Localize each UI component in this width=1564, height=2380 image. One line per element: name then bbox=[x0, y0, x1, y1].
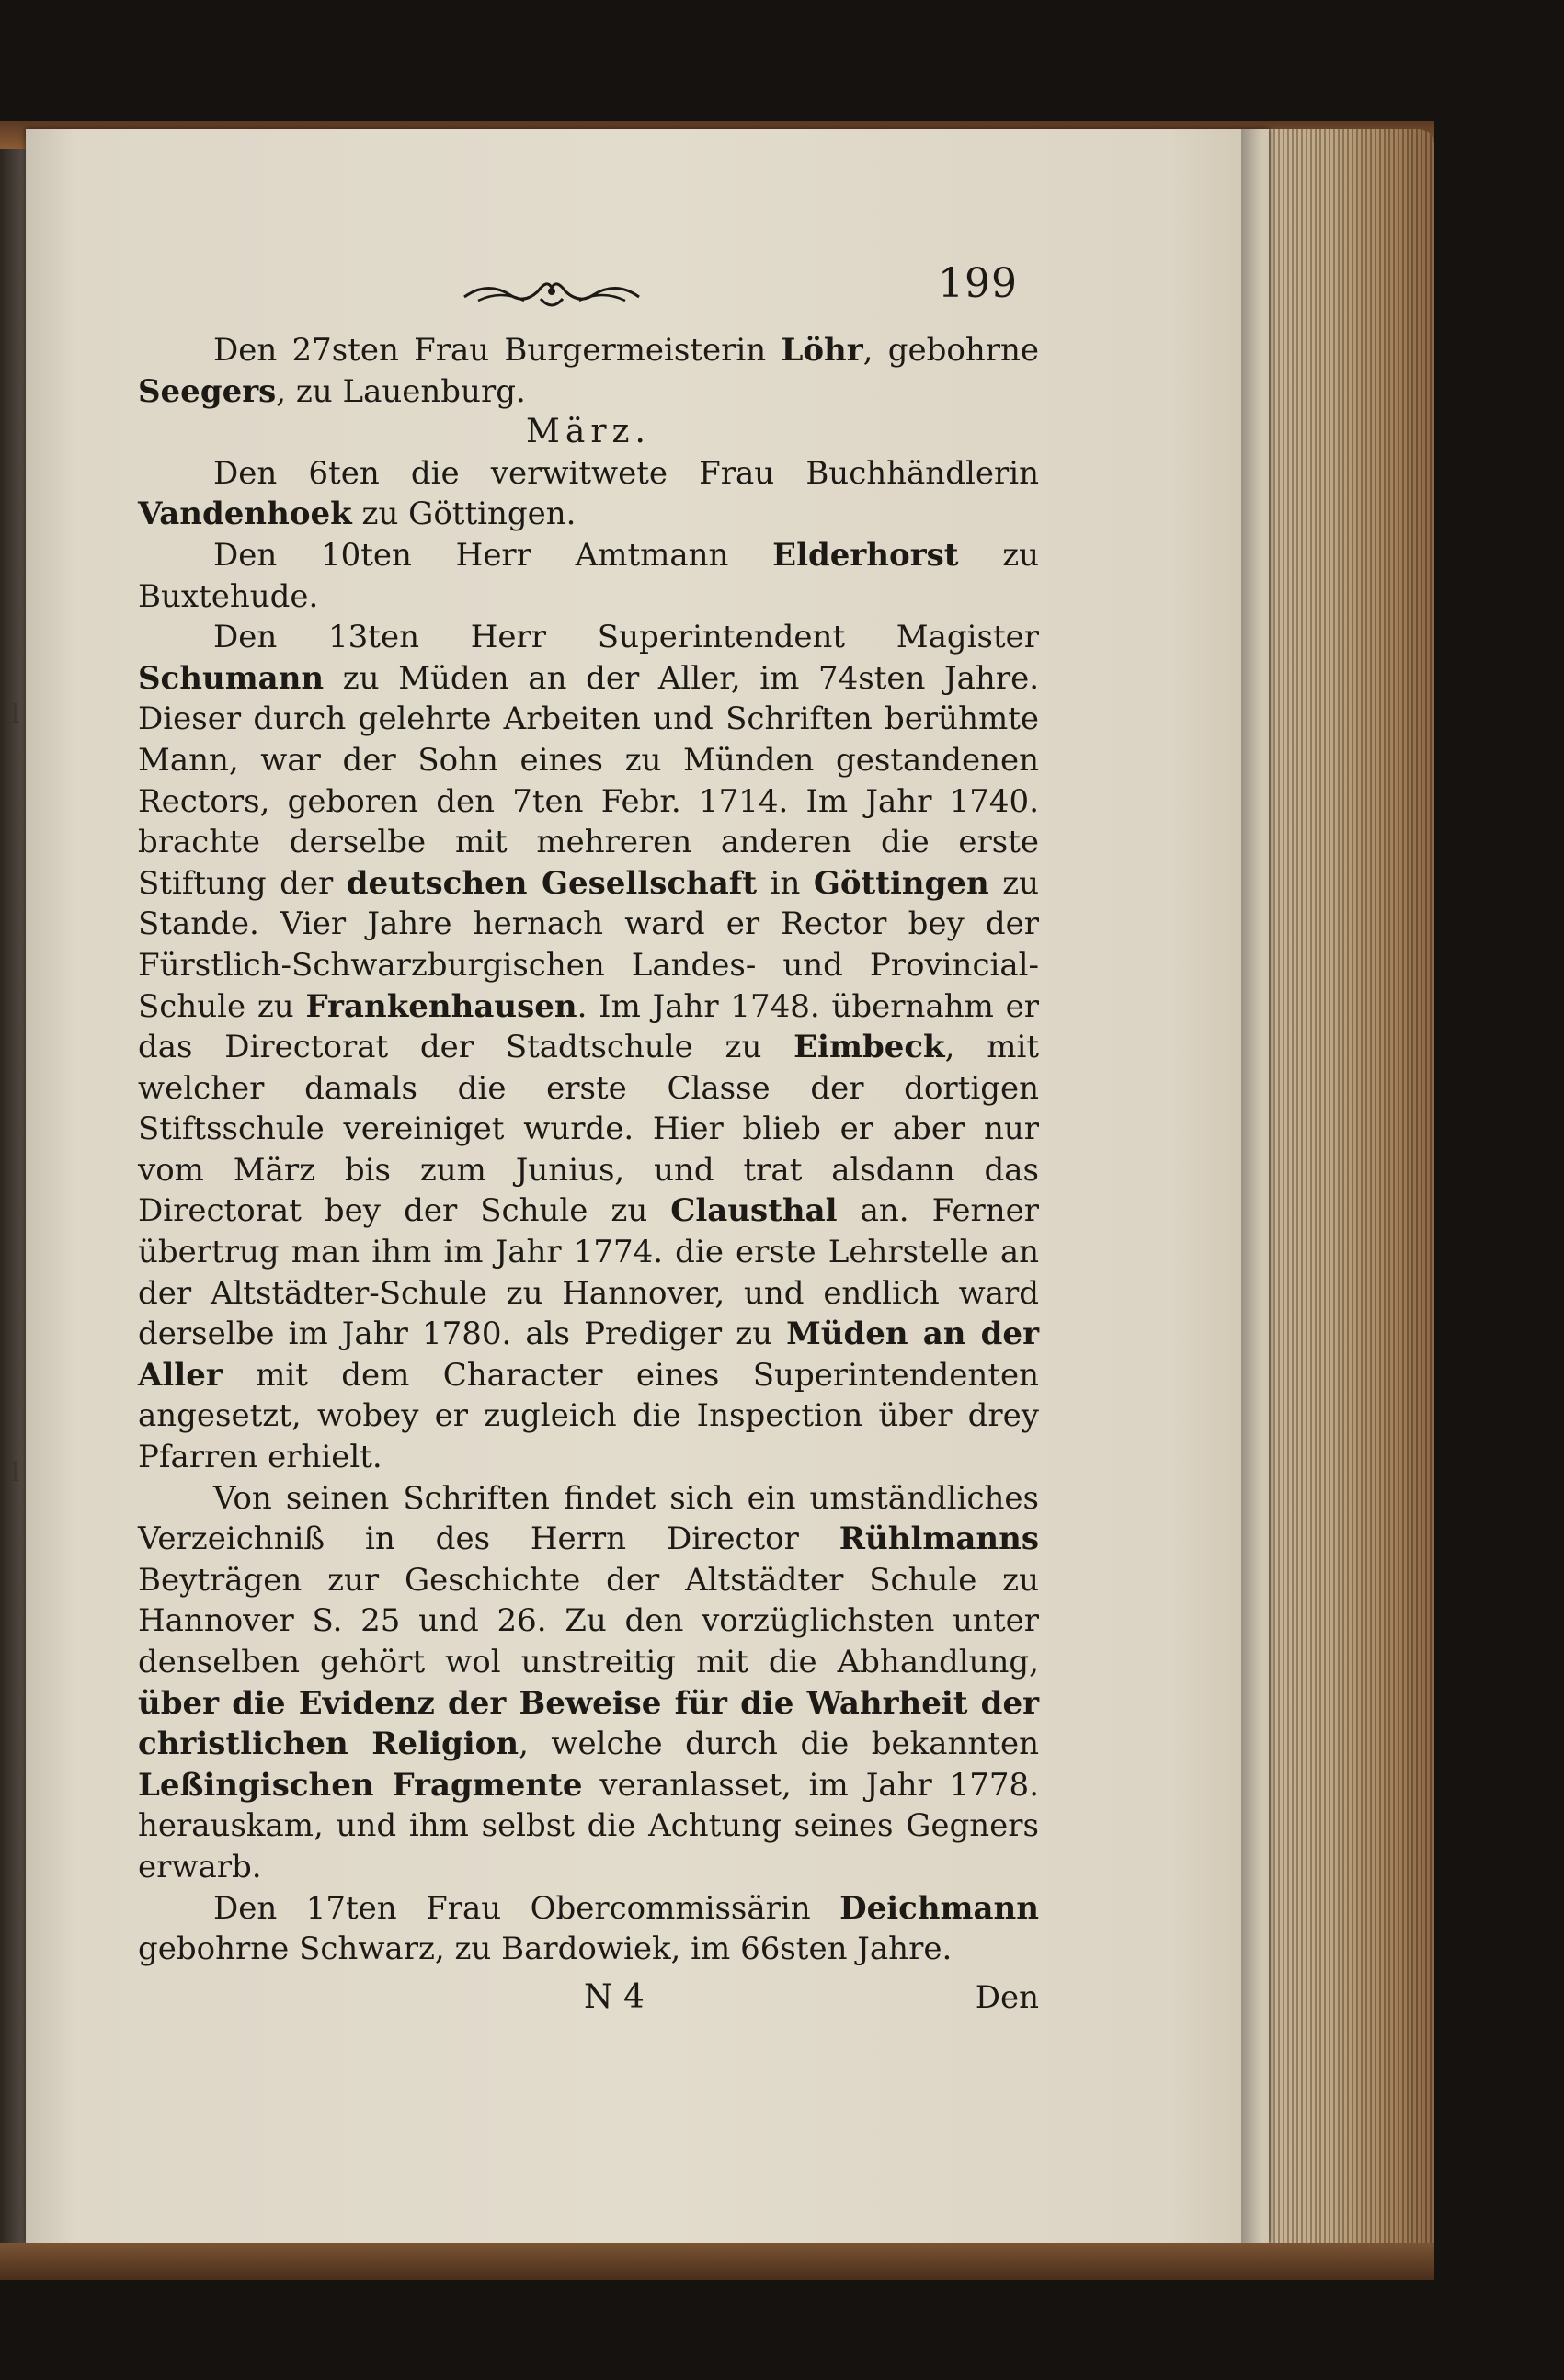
emphasized-name: Seegers bbox=[138, 372, 277, 410]
signature-mark: N 4 bbox=[584, 1977, 645, 2016]
text-run: , welche durch die bekannten bbox=[519, 1725, 1039, 1763]
emphasized-name: Göttingen bbox=[813, 864, 989, 902]
paragraph bbox=[138, 535, 1039, 617]
emphasized-name: Müden an der Aller bbox=[138, 1315, 1039, 1394]
page-header bbox=[138, 260, 1039, 330]
text-run: zu Göttingen. bbox=[351, 495, 577, 533]
text-run: Den 27sten Frau Burgermeisterin bbox=[213, 332, 782, 369]
text-run: Von seinen Schriften findet sich ein umständliches Verzeichniß in des Herrn Director bbox=[138, 1479, 1039, 1558]
emphasized-name: Leßingischen Fragmente bbox=[138, 1766, 583, 1804]
text-block bbox=[138, 260, 1040, 2023]
ornament-icon bbox=[460, 271, 644, 315]
text-run: zu Müden an der Aller, im 74sten Jahre. Dieser durch gelehrte Arbeiten und Schriften berühmte Mann, war der Sohn eines zu Münden gestandenen Rectors, geboren den 7ten Febr. 1714. Im Jahr 1740. brachte derselbe mit mehreren anderen die erste Stiftung der bbox=[138, 659, 1039, 902]
text-run: Den 6ten die verwitwete Frau Buchhändlerin bbox=[213, 454, 1039, 492]
catchword: Den bbox=[975, 1978, 1039, 2016]
emphasized-name: deutschen Gesellschaft bbox=[346, 864, 758, 902]
text-run: , gebohrne bbox=[862, 332, 1039, 369]
text-run: Den 10ten Herr Amtmann bbox=[213, 536, 773, 574]
text-run: März. bbox=[526, 413, 651, 451]
page-block-edge bbox=[1250, 129, 1434, 2271]
cover-bottom bbox=[0, 2243, 1434, 2280]
text-run: veranlasset, im Jahr 1778. herauskam, und ihm selbst die Achtung seines Gegners erwarb. bbox=[138, 1766, 1039, 1885]
text-run: , mit welcher damals die erste Classe der dortigen Stiftsschule vereiniget wurde. Hier blieb er aber nur vom März bis zum Junius, und trat alsdann das Directorat bey der Schule zu bbox=[138, 1029, 1039, 1230]
text-run: zu Stande. Vier Jahre hernach ward er Rector bey der Fürstlich-Schwarzburgischen Landes- und Provincial-Schule zu bbox=[138, 864, 1040, 1025]
text-run: zu Buxtehude. bbox=[138, 536, 1039, 615]
margin-mark: ⅼ bbox=[11, 699, 19, 729]
emphasized-name: Clausthal bbox=[670, 1192, 838, 1230]
margin-mark: ⅼ bbox=[11, 1457, 19, 1487]
text-run: an. Ferner übertrug man ihm im Jahr 1774. die erste Lehrstelle an der Altstädter-Schule zu Hannover, und endlich ward derselbe im Jahr 1780. als Prediger zu bbox=[138, 1192, 1040, 1353]
text-run: Den 13ten Herr Superintendent Magister bbox=[213, 619, 1039, 656]
text-run: mit dem Character eines Superintendenten angesetzt, wobey er zugleich die Inspection über drey Pfarren erhielt. bbox=[138, 1356, 1039, 1476]
text-run: . Im Jahr 1748. übernahm er das Directorat der Stadtschule zu bbox=[138, 987, 1039, 1066]
text-run: , zu Lauenburg. bbox=[276, 372, 526, 410]
paragraph bbox=[138, 330, 1039, 412]
paragraph bbox=[138, 1888, 1039, 1970]
text-run: in bbox=[757, 864, 814, 902]
emphasized-name: über die Evidenz der Beweise für die Wahrheit der christlichen Religion bbox=[138, 1684, 1039, 1763]
emphasized-name: Elderhorst bbox=[772, 536, 959, 574]
emphasized-name: Löhr bbox=[781, 332, 863, 369]
paragraph bbox=[138, 617, 1039, 1477]
paragraph bbox=[138, 453, 1039, 535]
page-number: 199 bbox=[938, 260, 1018, 307]
paragraph bbox=[138, 1478, 1039, 1888]
text-run: Beyträgen zur Geschichte der Altstädter Schule zu Hannover S. 25 und 26. Zu den vorzüglichsten unter denselben gehört wol unstreitig mit die Abhandlung, bbox=[138, 1561, 1039, 1680]
emphasized-name: Frankenhausen bbox=[305, 987, 577, 1025]
month-heading bbox=[138, 412, 1039, 453]
emphasized-name: Schumann bbox=[138, 659, 325, 697]
text-run: gebohrne Schwarz, zu Bardowiek, im 66sten Jahre. bbox=[138, 1930, 953, 1968]
emphasized-name: Eimbeck bbox=[793, 1029, 945, 1066]
page-shadow bbox=[1241, 129, 1261, 2243]
emphasized-name: Deichmann bbox=[839, 1889, 1039, 1927]
emphasized-name: Rühlmanns bbox=[839, 1520, 1039, 1558]
page-footer bbox=[138, 1977, 1039, 2023]
emphasized-name: Vandenhoek bbox=[138, 495, 352, 533]
text-run: Den 17ten Frau Obercommissärin bbox=[213, 1889, 840, 1927]
